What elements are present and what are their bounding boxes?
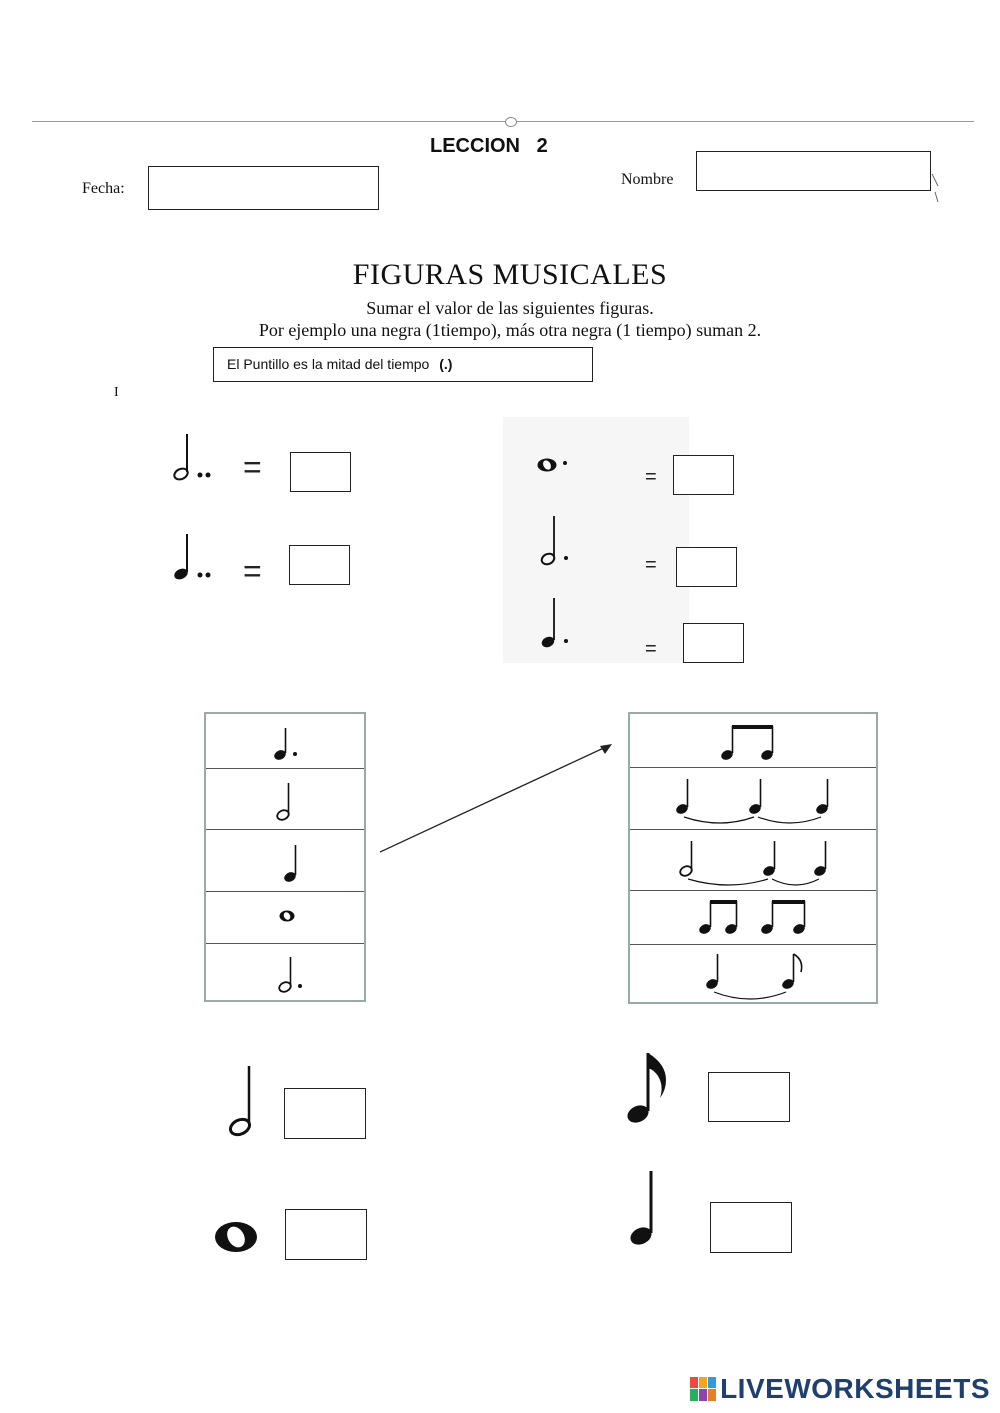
beamed-eighth-notes-icon <box>718 722 788 764</box>
dotted-quarter-note-icon <box>271 726 305 762</box>
table-row <box>630 714 876 768</box>
half-note-icon <box>225 1063 265 1143</box>
name-field[interactable] <box>696 151 931 191</box>
eighth-note-icon <box>622 1050 678 1130</box>
answer-box-1[interactable] <box>290 452 351 492</box>
answer-box-2[interactable] <box>289 545 350 585</box>
table-row <box>206 829 364 892</box>
half-note-icon <box>274 781 302 823</box>
four-beamed-eighth-notes-icon <box>696 896 816 938</box>
header-rule-handle <box>505 117 517 127</box>
whole-note-icon <box>212 1218 260 1256</box>
table-row <box>630 890 876 945</box>
dotted-whole-note-icon <box>535 452 575 478</box>
answer-box-7[interactable] <box>285 1209 367 1260</box>
name-field-decoration <box>930 172 942 204</box>
liveworksheets-logo-icon <box>690 1377 716 1401</box>
liveworksheets-logo <box>690 1373 990 1405</box>
name-label: Nombre <box>621 171 674 188</box>
tied-quarter-notes-icon <box>670 773 840 825</box>
dot-note-text: El Puntillo es la mitad del tiempo <box>227 356 430 372</box>
table-row <box>206 768 364 830</box>
double-dotted-half-note-icon <box>170 430 220 484</box>
date-field[interactable] <box>148 166 379 210</box>
matching-table-left <box>204 712 366 1002</box>
instruction-line-2: Por ejemplo una negra (1tiempo), más otra negra (1 tiempo) suman 2. <box>258 320 762 340</box>
table-row <box>206 943 364 1000</box>
equals-sign: = <box>645 638 657 660</box>
answer-box-9[interactable] <box>710 1202 792 1253</box>
lesson-title: LECCION 2 <box>430 135 548 157</box>
double-dotted-quarter-note-icon <box>170 530 220 586</box>
matching-arrow <box>376 738 616 856</box>
date-label: Fecha: <box>82 180 125 197</box>
equals-sign: = <box>645 554 657 576</box>
dot-note-box <box>213 347 593 382</box>
answer-box-5[interactable] <box>683 623 744 663</box>
quarter-note-icon <box>281 843 309 885</box>
figure-panel <box>503 417 689 663</box>
liveworksheets-brand: LIVEWORKSHEETS <box>720 1373 990 1404</box>
item-marker: I <box>114 385 119 400</box>
tied-half-quarter-notes-icon <box>674 835 844 887</box>
table-row <box>206 714 364 769</box>
table-row <box>630 944 876 1002</box>
answer-box-4[interactable] <box>676 547 737 587</box>
table-row <box>630 829 876 891</box>
answer-box-3[interactable] <box>673 455 734 495</box>
dot-note-symbol: (.) <box>439 356 453 372</box>
matching-table-right <box>628 712 878 1004</box>
answer-box-6[interactable] <box>284 1088 366 1139</box>
instruction-line-1: Sumar el valor de las siguientes figuras. <box>366 298 654 318</box>
equals-sign: = <box>645 466 657 488</box>
whole-note-icon <box>276 907 298 925</box>
dotted-half-note-icon <box>538 512 578 568</box>
tied-quarter-eighth-notes-icon <box>700 948 820 1000</box>
table-row <box>206 891 364 944</box>
table-row <box>630 767 876 830</box>
page-title: FIGURAS MUSICALES <box>352 258 668 291</box>
dotted-quarter-note-icon <box>538 594 578 652</box>
quarter-note-icon <box>625 1168 669 1254</box>
header-rule <box>32 121 974 122</box>
answer-box-8[interactable] <box>708 1072 790 1122</box>
equals-sign: = <box>243 553 262 589</box>
equals-sign: = <box>243 449 262 485</box>
dotted-half-note-icon <box>276 955 310 995</box>
